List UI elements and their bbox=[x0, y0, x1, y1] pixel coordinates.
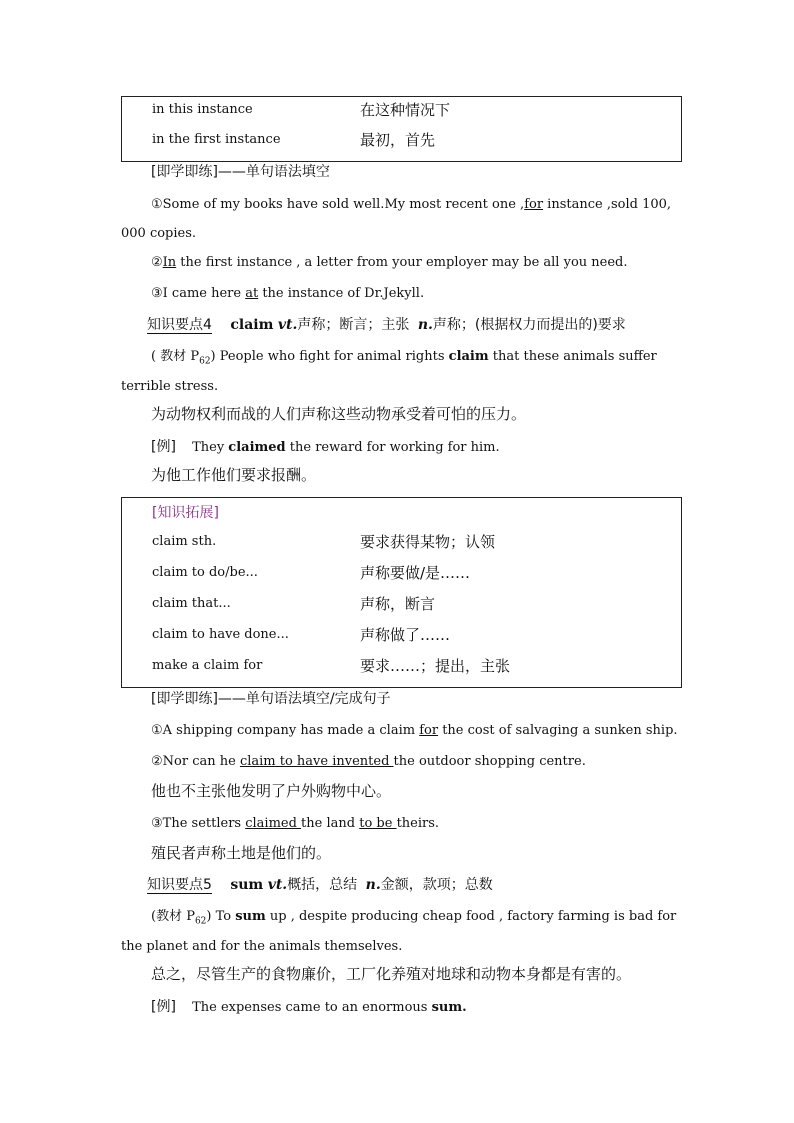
practice-item: ①Some of my books have sold well.My most recent one ,for instance ,sold 100, bbox=[151, 197, 672, 212]
translation: 为他工作他们要求报酬。 bbox=[151, 466, 317, 484]
knowledge-point-header: 知识要点4 claim vt.声称；断言；主张 n.声称；(根据权力而提出的)要求 bbox=[147, 317, 626, 333]
knowledge-expansion-box bbox=[121, 497, 682, 688]
practice-item: ②In the first instance , a letter from your employer may be all you need. bbox=[151, 255, 628, 270]
answer-blank: claimed bbox=[245, 816, 302, 831]
meaning: 要求获得某物；认领 bbox=[360, 533, 496, 551]
meaning: 声称做了…… bbox=[360, 626, 451, 644]
phrase: claim to have done... bbox=[152, 627, 289, 642]
meaning: 在这种情况下 bbox=[360, 101, 451, 119]
practice-item-cont: 000 copies. bbox=[121, 226, 197, 241]
translation: 为动物权利而战的人们声称这些动物承受着可怕的压力。 bbox=[151, 405, 527, 423]
answer-blank: for bbox=[524, 197, 544, 212]
meaning: 要求……；提出，主张 bbox=[360, 657, 511, 675]
practice-item: ③The settlers claimed the land to be theirs. bbox=[151, 816, 440, 831]
point-tag: 知识要点5 bbox=[147, 877, 212, 893]
phrase: claim to do/be... bbox=[152, 565, 258, 580]
meaning: 最初，首先 bbox=[360, 131, 436, 149]
phrase: make a claim for bbox=[152, 658, 263, 673]
answer-blank: to be bbox=[359, 816, 397, 831]
translation: 殖民者声称土地是他们的。 bbox=[151, 844, 332, 862]
example: [例] They claimed the reward for working for him. bbox=[151, 439, 500, 455]
headword: claim bbox=[230, 317, 274, 333]
phrase: in the first instance bbox=[152, 132, 281, 147]
textbook-source: ( 教材 $P_{62}$) People who fight for animal rights claim that these animals suffer bbox=[151, 349, 657, 367]
example: [例] The expenses came to an enormous sum. bbox=[151, 999, 467, 1015]
phrase: claim sth. bbox=[152, 534, 217, 549]
phrase: claim that... bbox=[152, 596, 231, 611]
answer-blank: for bbox=[419, 723, 439, 738]
answer-blank: claim to have invented bbox=[239, 754, 394, 769]
translation: 总之，尽管生产的食物廉价，工厂化养殖对地球和动物本身都是有害的。 bbox=[151, 965, 632, 983]
box-title: [知识拓展] bbox=[152, 505, 219, 521]
phrase: in this instance bbox=[152, 102, 253, 117]
practice-item: ③I came here at the instance of Dr.Jekyll. bbox=[151, 286, 425, 301]
answer-blank: at bbox=[245, 286, 259, 301]
practice-item: ①A shipping company has made a claim for the cost of salvaging a sunken ship. bbox=[151, 723, 678, 738]
answer-blank: In bbox=[162, 255, 177, 270]
textbook-source-cont: the planet and for the animals themselves. bbox=[121, 939, 403, 954]
headword: sum bbox=[230, 877, 264, 893]
practice-heading: [即学即练]——单句语法填空 bbox=[151, 164, 330, 180]
meaning: 声称要做/是…… bbox=[360, 564, 471, 582]
textbook-source: (教材 $P_{62}$) To sum up , despite producing cheap food , factory farming is bad for bbox=[151, 909, 677, 927]
textbook-source-cont: terrible stress. bbox=[121, 379, 219, 394]
point-tag: 知识要点4 bbox=[147, 317, 212, 333]
practice-heading: [即学即练]——单句语法填空/完成句子 bbox=[151, 691, 391, 707]
phrase-box-instance bbox=[121, 96, 682, 162]
translation: 他也不主张他发明了户外购物中心。 bbox=[151, 782, 392, 800]
meaning: 声称，断言 bbox=[360, 595, 436, 613]
practice-item: ②Nor can he claim to have invented the outdoor shopping centre. bbox=[151, 754, 586, 769]
knowledge-point-header: 知识要点5 sum vt.概括，总结 n.金额，款项；总数 bbox=[147, 877, 493, 893]
